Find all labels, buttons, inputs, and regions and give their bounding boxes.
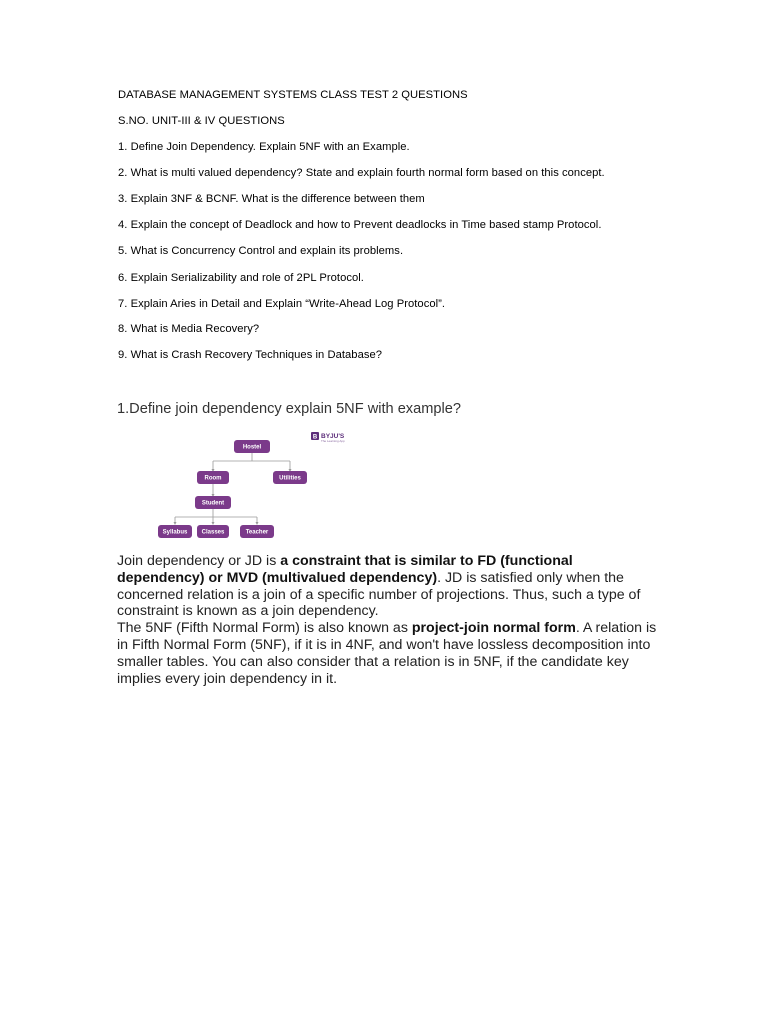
node-classes xyxy=(197,525,229,538)
question-6: 6. Explain Serializability and role of 2PL Protocol. xyxy=(118,272,364,284)
question-5: 5. What is Concurrency Control and explain its problems. xyxy=(118,245,404,257)
node-utilities xyxy=(273,471,307,484)
node-room xyxy=(197,471,229,484)
hierarchy-diagram xyxy=(155,428,355,543)
svg-text:Student: Student xyxy=(201,500,225,507)
question-8: 8. What is Media Recovery? xyxy=(118,323,260,335)
byjus-logo xyxy=(311,432,345,443)
answer-paragraph-2: The 5NF (Fifth Normal Form) is also known as project-join normal form. A relation is in Fifth Normal Form (5NF), if it is in 4NF, and won't have lossless decomposition into smaller tables. You can also consider that a relation is in 5NF, if the candidate key implies every join dependency in it. xyxy=(117,620,657,687)
question-9: 9. What is Crash Recovery Techniques in Database? xyxy=(118,349,383,361)
question-2: 2. What is multi valued dependency? State and explain fourth normal form based on this concept. xyxy=(118,167,605,179)
question-1: 1. Define Join Dependency. Explain 5NF with an Example. xyxy=(118,141,410,153)
answer-paragraph-1: Join dependency or JD is a constraint that is similar to FD (functional dependency) or MVD (multivalued dependency). JD is satisfied only when the concerned relation is a join of a specific number of projections. Thus, such a type of constraint is known as a join dependency. xyxy=(117,553,641,620)
svg-text:B: B xyxy=(312,434,318,441)
svg-text:Utilities: Utilities xyxy=(279,475,301,482)
node-hostel xyxy=(234,440,270,453)
svg-text:Syllabus: Syllabus xyxy=(162,529,188,536)
svg-text:BYJU'S: BYJU'S xyxy=(321,433,345,440)
question-7: 7. Explain Aries in Detail and Explain “Write-Ahead Log Protocol”. xyxy=(118,298,446,310)
svg-text:Classes: Classes xyxy=(201,529,225,536)
node-syllabus xyxy=(158,525,192,538)
question-4: 4. Explain the concept of Deadlock and how to Prevent deadlocks in Time based stamp Protocol. xyxy=(118,219,602,231)
svg-text:The Learning App: The Learning App xyxy=(321,439,345,443)
question-3: 3. Explain 3NF & BCNF. What is the difference between them xyxy=(118,193,425,205)
answer-body xyxy=(117,553,657,687)
svg-text:Hostel: Hostel xyxy=(242,444,262,451)
svg-text:Teacher: Teacher xyxy=(245,529,269,536)
answer-heading: 1.Define join dependency explain 5NF with example? xyxy=(117,401,461,417)
document-title: DATABASE MANAGEMENT SYSTEMS CLASS TEST 2 QUESTIONS xyxy=(118,89,468,101)
node-teacher xyxy=(240,525,274,538)
svg-text:Room: Room xyxy=(204,475,222,482)
document-subtitle: S.NO. UNIT-III & IV QUESTIONS xyxy=(118,115,285,127)
node-student xyxy=(195,496,231,509)
